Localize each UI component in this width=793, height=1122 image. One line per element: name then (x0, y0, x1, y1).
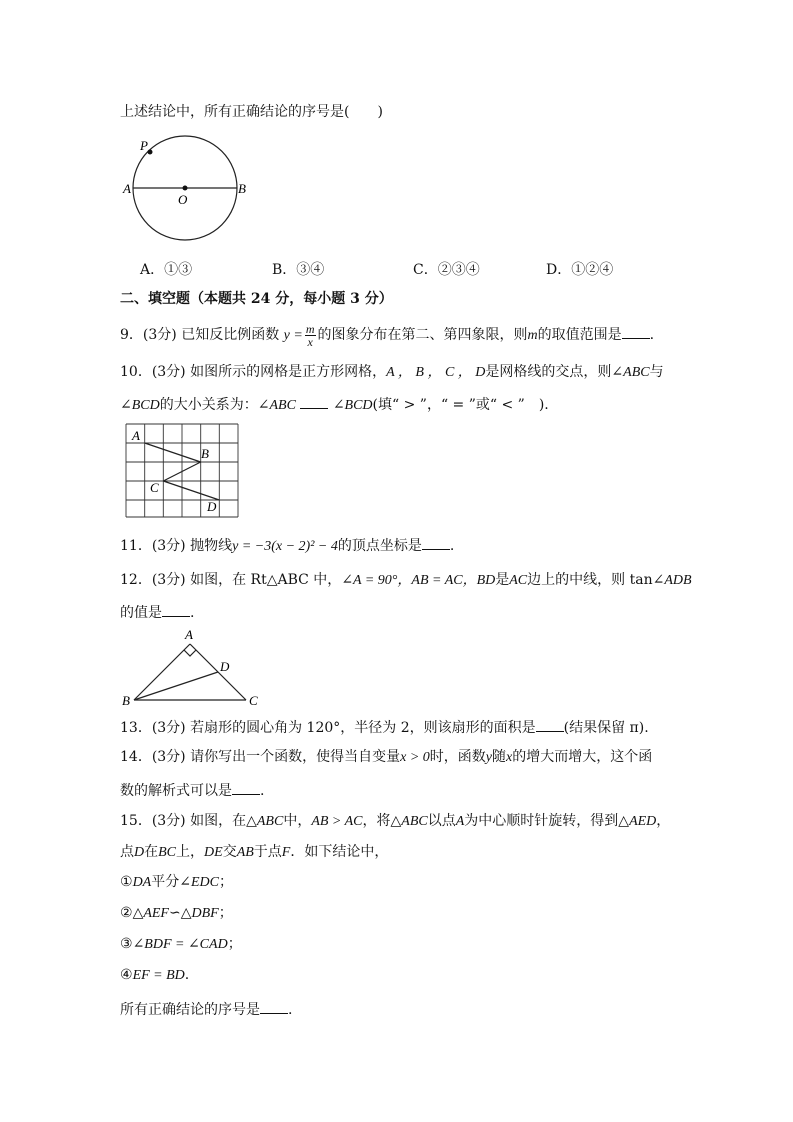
q9-func: y = (283, 328, 303, 343)
q9-answer-blank[interactable] (622, 324, 650, 339)
question-11: 11．(3分) 抛物线y = −3(x − 2)² − 4的顶点坐标是 . (120, 535, 454, 556)
grid-figure (120, 420, 245, 520)
circle-figure (118, 132, 258, 252)
conclusion-4: ④EF = BD. (120, 967, 190, 983)
question-10-line1: 10．(3分) 如图所示的网格是正方形网格，A ， B ， C ， D是网格线的交点，则∠ABC与 (120, 364, 664, 380)
q9-frac-den: x (307, 334, 313, 349)
tri-label-d: D (220, 659, 230, 674)
label-p: P (140, 138, 148, 153)
grid-label-c: C (150, 480, 159, 495)
point-o (183, 186, 188, 191)
question-15-final: 所有正确结论的序号是 . (120, 999, 292, 1019)
question-15-line2: 点D在BC上，DE交AB于点F．如下结论中， (120, 844, 389, 860)
option-c[interactable]: C．②③④ (413, 262, 480, 278)
conclusion-3: ③∠BDF = ∠CAD； (120, 936, 242, 952)
section-title: 二、填空题（本题共 24 分，每小题 3 分） (120, 291, 393, 307)
tri-label-b: B (122, 693, 130, 708)
conclusion-1: ①DA平分∠EDC； (120, 874, 233, 890)
option-b[interactable]: B．③④ (272, 262, 325, 278)
q11-formula: y = −3(x − 2)² − 4 (232, 539, 338, 554)
q10-answer-blank[interactable] (300, 394, 328, 409)
question-15-line1: 15．(3分) 如图，在△ABC中，AB > AC，将△ABC以点A为中心顺时针旋转，得到△AED， (120, 813, 671, 829)
grid-label-d: D (207, 499, 217, 514)
point-p (148, 150, 153, 155)
q9-middle: 的图象分布在第二、第四象限，则 (317, 327, 528, 343)
q12-answer-blank[interactable] (162, 602, 190, 617)
option-a[interactable]: A．①③ (140, 262, 193, 278)
triangle-figure (118, 625, 268, 710)
grid-label-b: B (201, 446, 209, 461)
q9-suffix: 的取值范围是 (537, 327, 622, 343)
label-a: A (123, 181, 131, 196)
question-12-line2: 的值是 . (120, 602, 194, 622)
conclusion-2: ②△AEF∽△DBF； (120, 905, 233, 921)
question-14-line2: 数的解析式可以是 . (120, 780, 264, 800)
q9-prefix: 9．(3分) 已知反比例函数 (120, 327, 280, 343)
q14-answer-blank[interactable] (232, 780, 260, 795)
question-12-line1: 12．(3分) 如图，在 Rt△ABC 中，∠A = 90°，AB = AC，BD是AC边上的中线，则 tan∠ADB (120, 572, 692, 588)
question-10-line2: ∠BCD的大小关系为：∠ABC ∠BCD(填“ > ”，“ = ”或“ < ” ). (120, 394, 549, 415)
q9-fraction (305, 323, 316, 348)
question-9: 9．(3分) 已知反比例函数 y = $\frac{m}{x}$ 的图象分布在第二、第四象限，则m的取值范围是 . (120, 321, 655, 349)
label-b: B (238, 181, 246, 196)
q9-var: m (527, 328, 538, 343)
intro-question: 上述结论中，所有正确结论的序号是( ) (120, 104, 383, 120)
grid-label-a: A (132, 428, 140, 443)
tri-label-a: A (185, 627, 193, 642)
q15-answer-blank[interactable] (260, 999, 288, 1014)
question-14-line1: 14．(3分) 请你写出一个函数，使得当自变量x > 0时，函数y随x的增大而增大，这个函 (120, 749, 653, 765)
q11-answer-blank[interactable] (422, 535, 450, 550)
question-13: 13．(3分) 若扇形的圆心角为 120°，半径为 2，则该扇形的面积是 (结果保留 π). (120, 717, 649, 737)
q13-answer-blank[interactable] (536, 717, 564, 732)
option-d[interactable]: D．①②④ (546, 262, 614, 278)
tri-label-c: C (249, 693, 258, 708)
q9-frac-num: m (305, 321, 315, 336)
label-o: O (178, 192, 188, 207)
